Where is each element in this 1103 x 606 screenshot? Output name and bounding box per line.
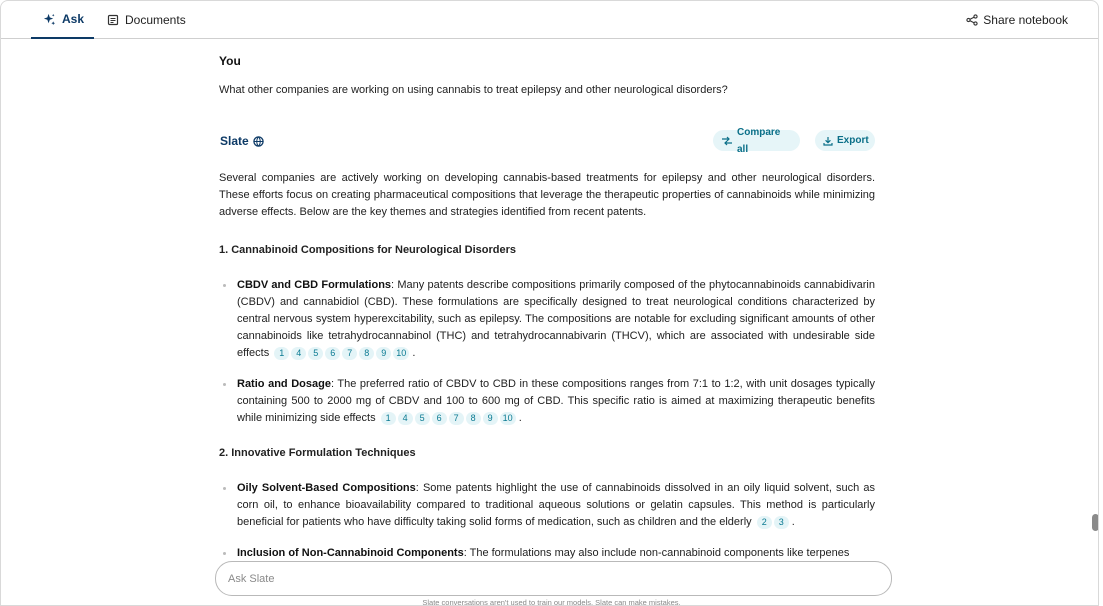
citation-group bbox=[755, 516, 789, 528]
list-item bbox=[237, 376, 875, 427]
section-heading: 1. Cannabinoid Compositions for Neurological Disorders bbox=[219, 244, 517, 256]
compare-all-label: Compare all bbox=[737, 126, 781, 155]
compare-all-button[interactable] bbox=[713, 126, 800, 155]
citation-chip[interactable]: 10 bbox=[393, 347, 409, 360]
document-icon bbox=[107, 14, 119, 26]
scrollbar-thumb[interactable] bbox=[1092, 514, 1099, 531]
tab-documents-label: Documents bbox=[125, 13, 186, 27]
list-item-text: : Some patents highlight the use of cannabinoids dissolved in an oily liquid solvent, such as corn oil, to enhance bioavailability compared to traditional aqueous solutions or gelatin capsules. This method is particularly beneficial for patients who have difficulty taking solid forms of medication, such as children and the elderly bbox=[237, 482, 875, 528]
download-icon bbox=[823, 136, 833, 146]
disclaimer bbox=[1, 598, 1098, 606]
assistant-name: Slate bbox=[220, 134, 249, 148]
citation-chip[interactable]: 1 bbox=[381, 412, 396, 425]
user-question: What other companies are working on using cannabis to treat epilepsy and other neurological disorders? bbox=[219, 84, 728, 96]
citation-chip[interactable]: 5 bbox=[415, 412, 430, 425]
share-notebook-button[interactable] bbox=[966, 1, 1068, 39]
citation-chip[interactable]: 6 bbox=[432, 412, 447, 425]
list-item-title: Ratio and Dosage bbox=[237, 378, 331, 390]
answer-intro: Several companies are actively working on developing cannabis-based treatments for epilepsy and other neurological disorders. These efforts focus on creating pharmaceutical compositions that leverage the therapeutic properties of cannabinoids while minimizing adverse effects. Below are the key themes and strategies identified from recent patents. bbox=[219, 172, 875, 218]
citation-chip[interactable]: 9 bbox=[483, 412, 498, 425]
list-item bbox=[237, 277, 875, 362]
globe-icon bbox=[253, 136, 264, 147]
citation-chip[interactable]: 1 bbox=[274, 347, 289, 360]
compare-icon bbox=[721, 136, 733, 146]
citation-group bbox=[272, 347, 409, 359]
tab-ask-label: Ask bbox=[62, 12, 85, 26]
assistant-header bbox=[219, 126, 875, 155]
assistant-label bbox=[220, 133, 264, 150]
share-notebook-label: Share notebook bbox=[983, 13, 1068, 27]
citation-chip[interactable]: 2 bbox=[757, 516, 772, 529]
export-button[interactable] bbox=[815, 130, 875, 151]
citation-chip[interactable]: 7 bbox=[342, 347, 357, 360]
list-item-period: . bbox=[515, 412, 522, 424]
list-item bbox=[237, 480, 875, 531]
citation-chip[interactable]: 4 bbox=[291, 347, 306, 360]
citation-chip[interactable]: 3 bbox=[774, 516, 789, 529]
list-item-title: Inclusion of Non-Cannabinoid Components bbox=[237, 547, 464, 559]
list-item-period: . bbox=[788, 516, 795, 528]
list-item-title: CBDV and CBD Formulations bbox=[237, 279, 392, 291]
citation-chip[interactable]: 9 bbox=[376, 347, 391, 360]
conversation-panel bbox=[219, 39, 875, 559]
list-item-text: : The formulations may also include non-cannabinoid components like terpenes bbox=[463, 547, 850, 559]
top-tab-bar bbox=[1, 1, 1098, 39]
citation-chip[interactable]: 8 bbox=[359, 347, 374, 360]
ask-composer bbox=[215, 561, 892, 596]
citation-chip[interactable]: 5 bbox=[308, 347, 323, 360]
citation-chip[interactable]: 7 bbox=[449, 412, 464, 425]
citation-chip[interactable]: 10 bbox=[500, 412, 516, 425]
list-item-text: : Many patents describe compositions primarily composed of the phytocannabinoids cannabidivarin (CBDV) and cannabidiol (CBD). These formulations are specifically designed to treat neurological conditions characterized by central nervous system hyperexcitability, such as epilepsy. The compositions are notable for excluding significant amounts of other cannabinoids like tetrahydrocannabinol (THC) and tetrahydrocannabivarin (THCV), which are associated with undesirable side effects bbox=[237, 279, 875, 359]
list-item-period: . bbox=[409, 347, 416, 359]
citation-chip[interactable]: 6 bbox=[325, 347, 340, 360]
export-label: Export bbox=[837, 135, 869, 146]
disclaimer-text: Slate conversations aren't used to train our models. Slate can make mistakes. bbox=[422, 598, 681, 606]
citation-chip[interactable]: 8 bbox=[466, 412, 481, 425]
sparkle-icon bbox=[43, 13, 56, 26]
section-heading: 2. Innovative Formulation Techniques bbox=[219, 447, 416, 459]
citation-chip[interactable]: 4 bbox=[398, 412, 413, 425]
share-icon bbox=[966, 14, 978, 26]
tab-documents[interactable] bbox=[107, 1, 186, 39]
list-item-title: Oily Solvent-Based Compositions bbox=[237, 482, 416, 494]
list-item bbox=[237, 545, 875, 559]
user-label: You bbox=[219, 54, 241, 68]
list-item-text: : The preferred ratio of CBDV to CBD in these compositions ranges from 7:1 to 1:2, with unit dosages typically containing 500 to 2000 mg of CBDV and 100 to 600 mg of CBD. This specific ratio is aimed at maximizing therapeutic benefits while minimizing side effects bbox=[237, 378, 875, 424]
ask-input[interactable] bbox=[216, 562, 891, 595]
citation-group bbox=[379, 412, 516, 424]
tab-ask[interactable] bbox=[31, 1, 94, 39]
